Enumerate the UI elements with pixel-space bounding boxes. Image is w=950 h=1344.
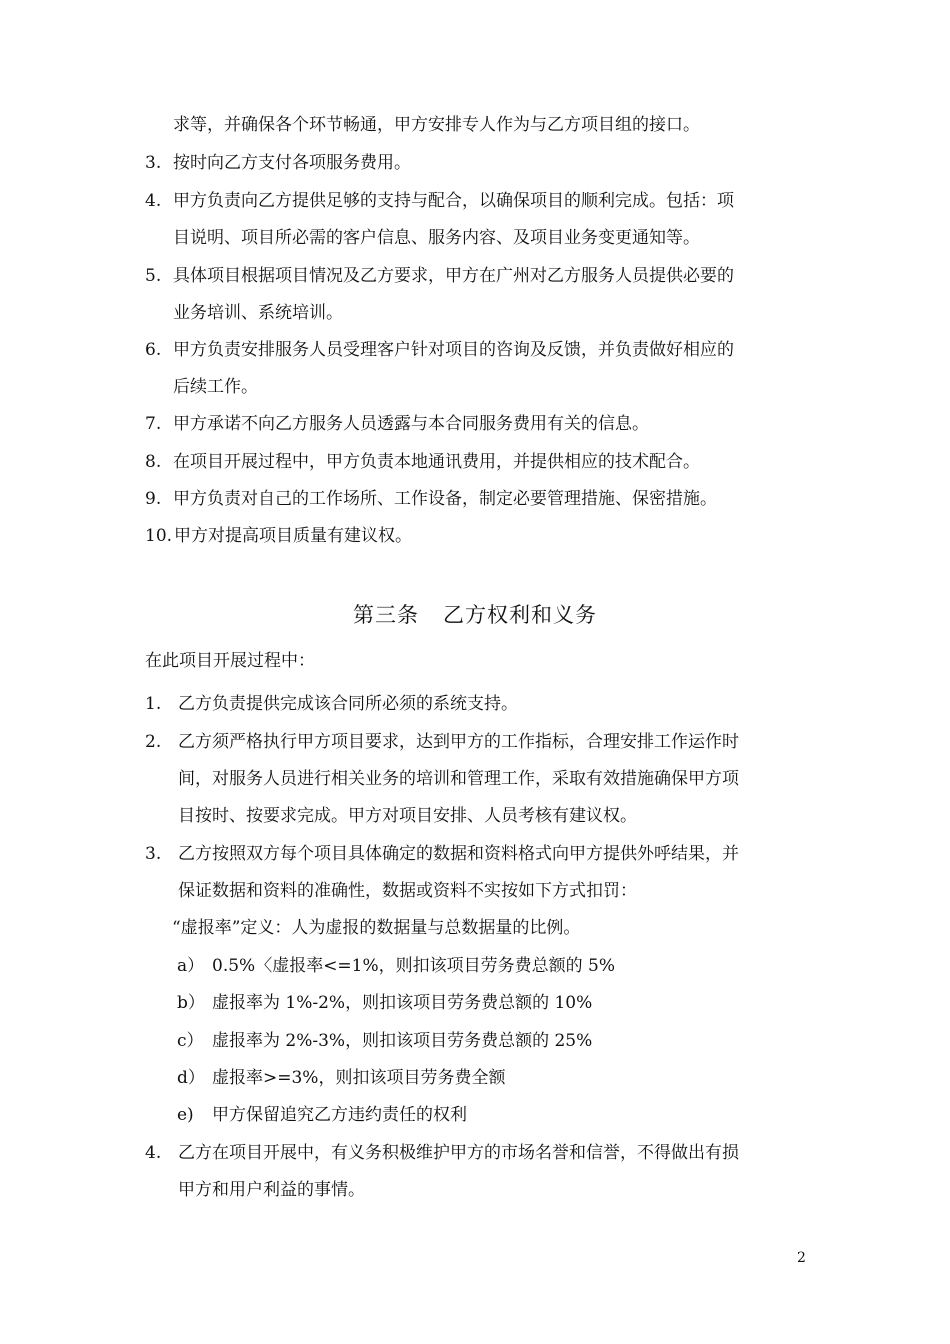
item-number: 5.: [145, 266, 162, 286]
item-text: 甲方负责安排服务人员受理客户针对项目的咨询及反馈，并负责做好相应的: [173, 340, 734, 360]
sub-item-label: e): [177, 1105, 194, 1125]
item-text: 甲方承诺不向乙方服务人员透露与本合同服务费用有关的信息。: [173, 414, 649, 434]
item-number: 4.: [145, 1143, 162, 1163]
item-number: 7.: [145, 414, 162, 434]
item-text: 后续工作。: [173, 377, 258, 397]
item-text: 乙方负责提供完成该合同所必须的系统支持。: [178, 694, 518, 714]
item-text: 甲方和用户利益的事情。: [178, 1180, 365, 1200]
section-heading: [0, 600, 950, 630]
item-number: 2.: [145, 732, 162, 752]
sub-item-text: 甲方保留追究乙方违约责任的权利: [212, 1105, 467, 1125]
item-text: 在项目开展过程中，甲方负责本地通讯费用，并提供相应的技术配合。: [173, 452, 700, 472]
item-text: 乙方在项目开展中，有义务积极维护甲方的市场名誉和信誉，不得做出有损: [178, 1143, 739, 1163]
item-text: 目说明、项目所必需的客户信息、服务内容、及项目业务变更通知等。: [173, 228, 700, 248]
item-number: 1.: [145, 694, 162, 714]
item-text: 按时向乙方支付各项服务费用。: [173, 153, 411, 173]
item-text: 保证数据和资料的准确性，数据或资料不实按如下方式扣罚：: [178, 881, 637, 901]
item-number: 9.: [145, 489, 162, 509]
continuation-text: 求等，并确保各个环节畅通，甲方安排专人作为与乙方项目组的接口。: [173, 115, 700, 135]
item-number: 6.: [145, 340, 162, 360]
sub-item-text: 0.5%〈虚报率<=1%，则扣该项目劳务费总额的 5%: [212, 956, 616, 976]
page-number: 2: [797, 1250, 806, 1266]
item-text: 乙方按照双方每个项目具体确定的数据和资料格式向甲方提供外呼结果，并: [178, 844, 739, 864]
item-number: 10.: [145, 526, 173, 546]
item-number: 4.: [145, 191, 162, 211]
sub-item-text: 虚报率为 1%-2%，则扣该项目劳务费总额的 10%: [212, 993, 593, 1013]
sub-item-text: 虚报率为 2%-3%，则扣该项目劳务费总额的 25%: [212, 1031, 593, 1051]
sub-item-text: 虚报率>=3%，则扣该项目劳务费全额: [212, 1068, 506, 1088]
definition-text: “虚报率”定义：人为虚报的数据量与总数据量的比例。: [172, 918, 581, 938]
item-text: 目按时、按要求完成。甲方对项目安排、人员考核有建议权。: [178, 806, 637, 826]
item-text: 具体项目根据项目情况及乙方要求，甲方在广州对乙方服务人员提供必要的: [173, 266, 734, 286]
sub-item-label: d）: [177, 1068, 205, 1088]
item-text: 甲方负责向乙方提供足够的支持与配合，以确保项目的顺利完成。包括：项: [173, 191, 734, 211]
section-title: 乙方权利和义务: [443, 603, 597, 627]
item-text: 业务培训、系统培训。: [173, 303, 343, 323]
item-text: 甲方对提高项目质量有建议权。: [174, 526, 412, 546]
item-number: 3.: [145, 153, 162, 173]
item-text: 乙方须严格执行甲方项目要求，达到甲方的工作指标，合理安排工作运作时: [178, 732, 739, 752]
item-number: 3.: [145, 844, 162, 864]
section-number: 第三条: [353, 603, 419, 627]
item-text: 间，对服务人员进行相关业务的培训和管理工作，采取有效措施确保甲方项: [178, 769, 739, 789]
sub-item-label: a）: [177, 956, 205, 976]
intro-text: 在此项目开展过程中：: [145, 651, 315, 671]
sub-item-label: b）: [177, 993, 205, 1013]
sub-item-label: c）: [177, 1031, 204, 1051]
item-number: 8.: [145, 452, 162, 472]
item-text: 甲方负责对自己的工作场所、工作设备，制定必要管理措施、保密措施。: [173, 489, 717, 509]
